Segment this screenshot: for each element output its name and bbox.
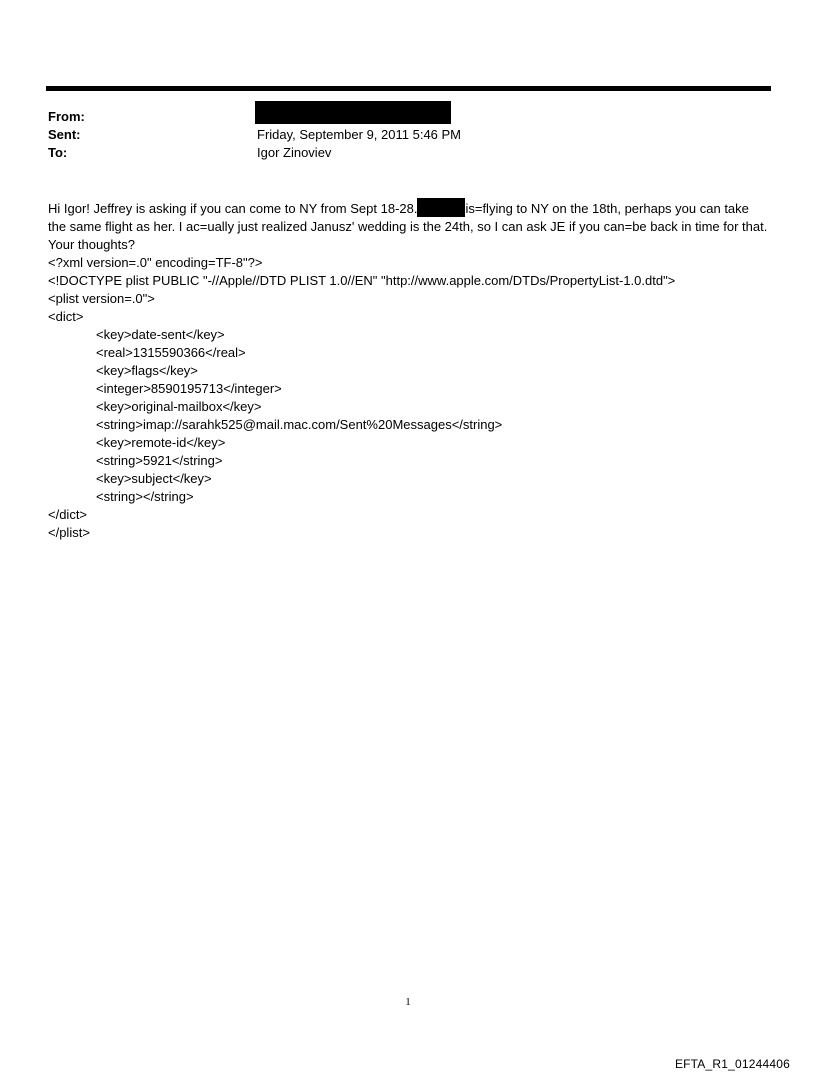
- code-line: <key>subject</key>: [96, 471, 212, 486]
- plist-code-block: [48, 254, 770, 542]
- page-number: 1: [405, 996, 411, 1008]
- code-line: <?xml version=.0" encoding=TF-8"?>: [48, 255, 263, 270]
- inline-redaction: [417, 198, 465, 217]
- to-row: [48, 144, 768, 162]
- code-line: </dict>: [48, 507, 88, 522]
- code-line: <key>date-sent</key>: [96, 327, 225, 342]
- sent-label: Sent:: [48, 127, 81, 142]
- code-line: <real>1315590366</real>: [96, 345, 246, 360]
- from-row: [48, 108, 768, 126]
- code-line: <dict>: [48, 309, 84, 324]
- code-line: <key>original-mailbox</key>: [96, 399, 262, 414]
- code-line: </plist>: [48, 525, 90, 540]
- from-redaction: [255, 101, 451, 124]
- code-line: <string>5921</string>: [96, 453, 223, 468]
- code-line: <string></string>: [96, 489, 194, 504]
- to-label: To:: [48, 145, 68, 160]
- email-body: [48, 198, 770, 542]
- message-paragraph: [48, 198, 770, 254]
- header-top-rule: [46, 86, 771, 91]
- code-line: <key>flags</key>: [96, 363, 198, 378]
- code-line: <plist version=.0">: [48, 291, 155, 306]
- sent-row: [48, 126, 768, 144]
- message-text-part2: is=flying to NY on the 18th, perhaps you can take the same flight as her. I ac=ually just realized Janusz' wedding is the 24th, so I can ask JE if you can=be back in time for that. Your thoughts?: [48, 201, 768, 252]
- from-label: From:: [48, 109, 85, 124]
- email-header: [48, 108, 768, 162]
- message-text-part1: Hi Igor! Jeffrey is asking if you can come to NY from Sept 18-28.: [48, 201, 418, 216]
- code-line: <integer>8590195713</integer>: [96, 381, 282, 396]
- sent-value: Friday, September 9, 2011 5:46 PM: [257, 127, 462, 142]
- document-id: EFTA_R1_01244406: [674, 1057, 790, 1071]
- code-line: <string>imap://sarahk525@mail.mac.com/Sent%20Messages</string>: [96, 417, 503, 432]
- code-line: <key>remote-id</key>: [96, 435, 226, 450]
- to-value: Igor Zinoviev: [257, 145, 332, 160]
- code-line: <!DOCTYPE plist PUBLIC "-//Apple//DTD PLIST 1.0//EN" "http://www.apple.com/DTDs/PropertyList-1.0.dtd">: [48, 273, 676, 288]
